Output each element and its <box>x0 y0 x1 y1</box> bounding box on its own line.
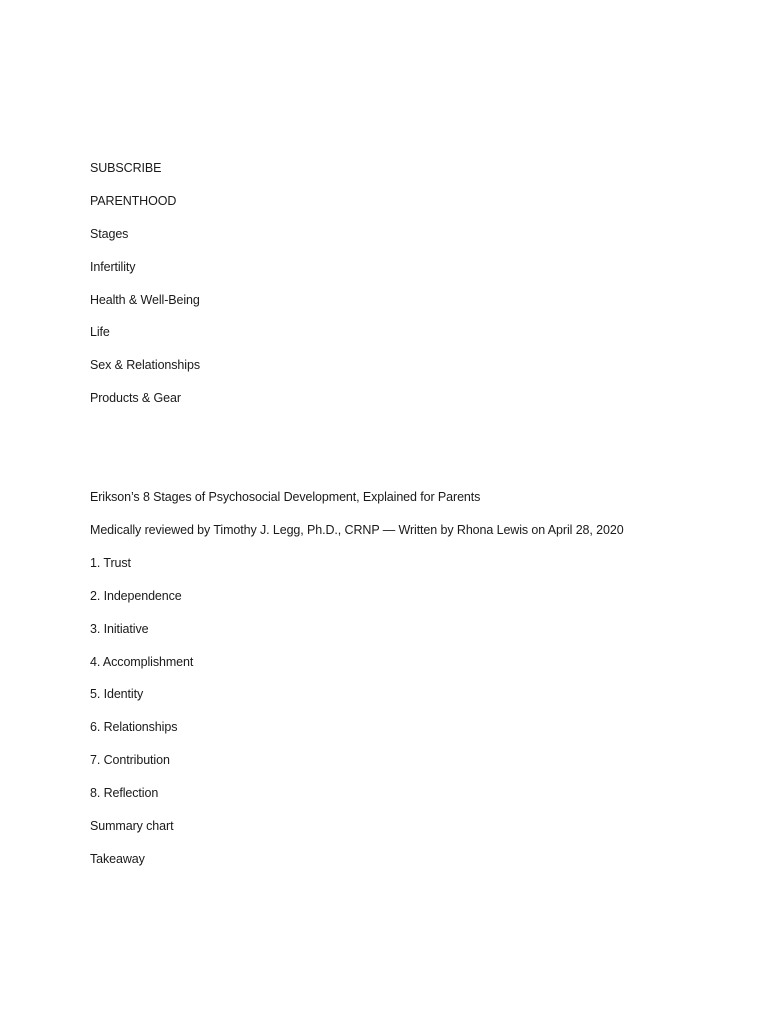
toc-item-relationships[interactable]: 6. Relationships <box>90 720 178 735</box>
article-byline: Medically reviewed by Timothy J. Legg, Ph.D., CRNP — Written by Rhona Lewis on April 28, 2020 <box>90 523 624 538</box>
nav-section-parenthood[interactable]: PARENTHOOD <box>90 193 177 208</box>
nav-item-stages[interactable]: Stages <box>90 226 129 241</box>
nav-item-products-gear[interactable]: Products & Gear <box>90 391 181 406</box>
toc-item-trust[interactable]: 1. Trust <box>90 555 131 570</box>
section-spacer <box>90 421 740 487</box>
nav-item-infertility[interactable]: Infertility <box>90 259 136 274</box>
nav-item-sex-relationships[interactable]: Sex & Relationships <box>90 358 200 373</box>
nav-item-health-well-being[interactable]: Health & Well-Being <box>90 292 200 307</box>
toc-item-initiative[interactable]: 3. Initiative <box>90 621 149 636</box>
toc-item-identity[interactable]: 5. Identity <box>90 687 144 702</box>
toc-item-contribution[interactable]: 7. Contribution <box>90 753 170 768</box>
toc-item-reflection[interactable]: 8. Reflection <box>90 786 159 801</box>
site-nav <box>90 158 740 408</box>
article-title: Erikson’s 8 Stages of Psychosocial Development, Explained for Parents <box>90 490 481 505</box>
toc-item-takeaway[interactable]: Takeaway <box>90 851 145 866</box>
table-of-contents <box>90 553 740 869</box>
toc-item-summary-chart[interactable]: Summary chart <box>90 819 174 834</box>
article-header <box>90 487 740 540</box>
document-page <box>90 158 740 882</box>
toc-item-independence[interactable]: 2. Independence <box>90 588 182 603</box>
subscribe-link[interactable]: SUBSCRIBE <box>90 161 162 175</box>
toc-item-accomplishment[interactable]: 4. Accomplishment <box>90 654 194 669</box>
nav-item-life[interactable]: Life <box>90 325 110 340</box>
